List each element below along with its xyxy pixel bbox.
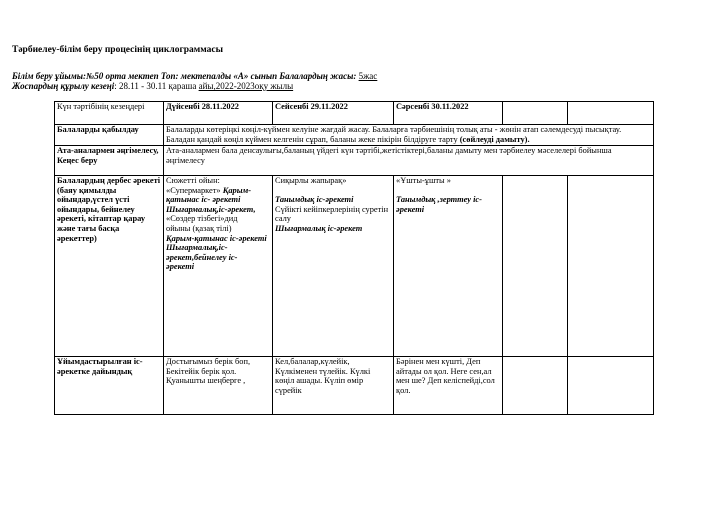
- empty-cell: [503, 357, 568, 415]
- row-label-line: (баяу қимылды ойындар,үстел үсті ойындары, бейнелеу әрекеті, кітаптар қарау және тағы басқа әрекеттер): [57, 185, 146, 243]
- meta-line-2-label: Жоспардың құрылу кезеңі: [12, 81, 115, 91]
- activity-type: Қарым-: [222, 185, 252, 195]
- activity-type-line: Танымдық ,зерттеу іс-әрекеті: [396, 195, 482, 214]
- header-cell: [503, 102, 568, 125]
- row-label-line: Балалардың дербес әрекеті: [57, 176, 161, 185]
- header-cell: [568, 102, 654, 125]
- meta-line-2-year: айы,2022-2023оқу жылы: [198, 81, 294, 91]
- monday-activity-cell: [164, 176, 273, 357]
- empty-cell: [503, 176, 568, 357]
- row-content-cell: [164, 125, 654, 146]
- document-title: Тәрбиелеу-білім беру процесінің циклограммасы: [12, 45, 224, 55]
- row-label-cell: [55, 176, 164, 357]
- row-label-cell: Балаларды қабылдау: [55, 125, 164, 146]
- empty-cell: [568, 357, 654, 415]
- meta-line-1-text: Білім беру ұйымы:№50 орта мектеп Топ: мектепалды «А» сынып Балалардың жасы:: [12, 71, 359, 81]
- table-row: [55, 102, 654, 125]
- header-cell: Күн тәртібінің кезеңдері: [55, 102, 164, 125]
- tuesday-activity-cell: [273, 176, 394, 357]
- table-row: [55, 357, 654, 415]
- activity-line: Сиқырлы жапырақ»: [275, 176, 347, 185]
- meta-line-2: [12, 81, 293, 91]
- row-content-text: Балаларды көтеріңкі көңіл-күймен келуіне жағдай жасау. Балаларға тәрбиешінің толық аты - жөнін атап сәлемдесуді пысықтау. Баладан қандай көңіл күймен келгенін сұрап, баланы жеке пікірін білдіруге тарту: [166, 125, 622, 144]
- activity-line: «Сөздер тізбегі»дид: [166, 214, 238, 224]
- wednesday-activity-cell: Бәрінен мен күшті, Деп айтады ол қол. Неге сен,ал мен ше? Деп келіспейді,сол қол.: [394, 357, 503, 415]
- table-row: [55, 176, 654, 357]
- activity-line: ойыны (қазақ тілі): [166, 223, 232, 233]
- row-label-cell: Ата-аналармен әңгімелесу, Кеңес беру: [55, 146, 164, 176]
- monday-activity-cell: Достығымыз берік боп, Бекітейік берік қол. Қуанышты шеңберге ,: [164, 357, 273, 415]
- wednesday-activity-cell: [394, 176, 503, 357]
- activity-type-line: Қарым-қатынас іс-әрекеті Шығармалық,іс-әрекет,бейнелеу іс-: [166, 233, 267, 262]
- activity-line: Сүйікті кейіпкерлерінің суретін салу: [275, 204, 389, 224]
- row-content-bold: (сөйлеуді дамыту).: [459, 134, 530, 144]
- table-row: [55, 146, 654, 176]
- row-label-cell: Ұйымдастырылған іс-әрекетке дайындық: [55, 357, 164, 415]
- activity-type-line: әрекеті: [166, 262, 195, 272]
- activity-text: «Супермаркет»: [166, 185, 223, 195]
- header-cell: Сәрсенбі 30.11.2022: [394, 102, 503, 125]
- empty-cell: [568, 176, 654, 357]
- row-content-cell: Ата-аналармен бала денсаулығы,баланың үйдегі күн тәртібі,жетістіктері,баланы дамыту мен тәрбиелеу мәселелері бойынша әңгімелесу: [164, 146, 654, 176]
- activity-line: [166, 186, 270, 196]
- cyclogram-table: [54, 101, 654, 415]
- meta-line-2-dates: : 28.11 - 30.11 қараша: [114, 81, 199, 91]
- tuesday-activity-cell: Кел,балалар,күлейік, Күлкіменен түлейік. Күлкі көңіл ашады. Күліп өмір сүрейік: [273, 357, 394, 415]
- activity-type-line: қатынас іс- әрекеті Шығармалық,іс-әрекет,: [166, 195, 256, 214]
- activity-type-line: Танымдық іс-әрекеті: [275, 195, 354, 205]
- table-row: [55, 125, 654, 146]
- meta-line-1-age: 5жас: [358, 71, 378, 81]
- meta-line-1: [12, 71, 377, 81]
- activity-line: «Ұшты-ұшты »: [396, 176, 451, 185]
- activity-line: Сюжетті ойын:: [166, 176, 220, 185]
- header-cell: Сейсенбі 29.11.2022: [273, 102, 394, 125]
- header-cell: Дүйсенбі 28.11.2022: [164, 102, 273, 125]
- activity-type-line: Шығармалық іс-әрекет: [275, 223, 363, 233]
